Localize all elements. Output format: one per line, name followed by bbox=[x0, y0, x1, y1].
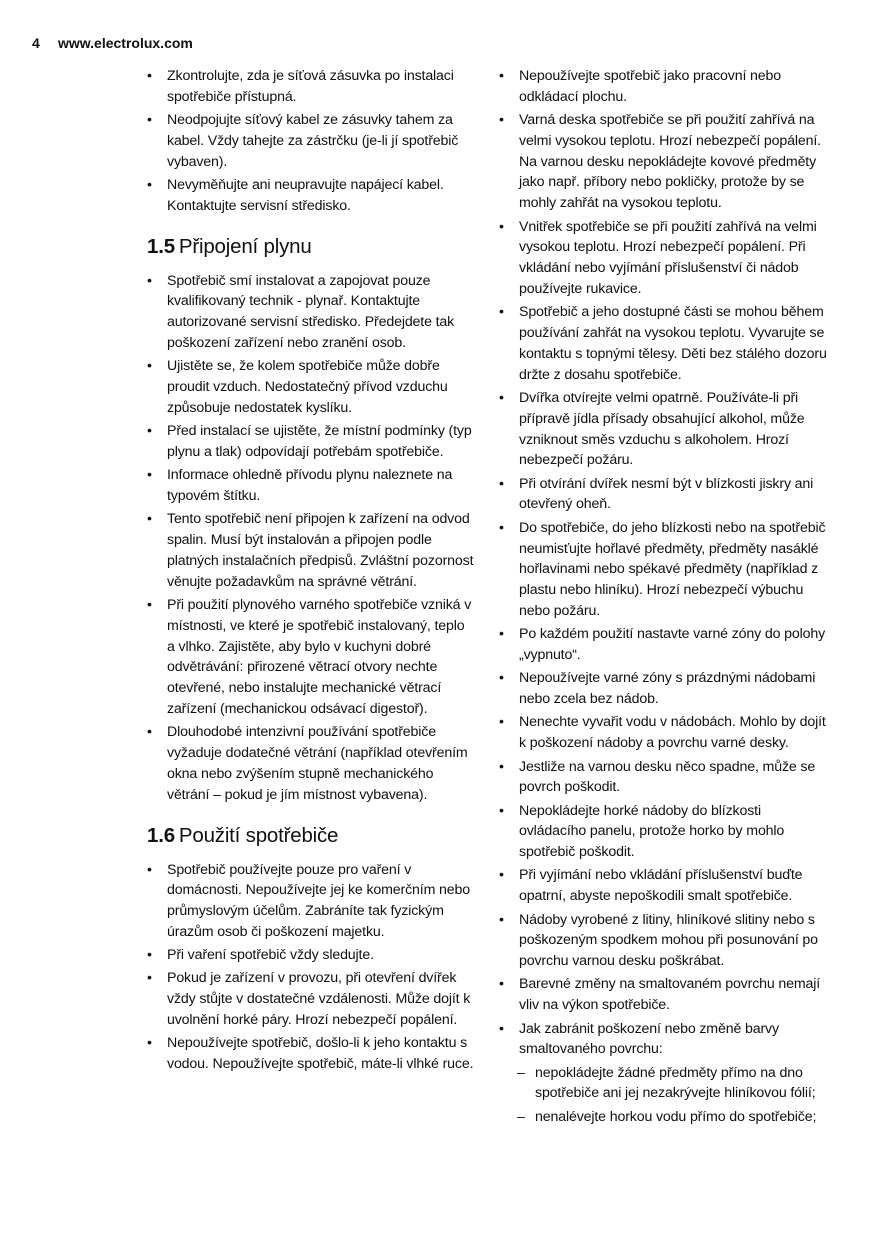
list-item: • Při otvírání dvířek nesmí být v blízkosti jiskry ani otevřený oheň. bbox=[497, 474, 827, 516]
intro-list bbox=[145, 66, 475, 217]
list-item: • Pokud je zařízení v provozu, při otevření dvířek vždy stůjte v dostatečné vzdálenosti. Může dojít k uvolnění horké páry. Hrozí nebezpečí popálení. bbox=[145, 968, 475, 1030]
list-item: • Tento spotřebič není připojen k zařízení na odvod spalin. Musí být instalován a připojen podle platných instalačních předpisů. Zvláštní pozornost věnujte požadavkům na správné větrání. bbox=[145, 509, 475, 592]
list-item: • Do spotřebiče, do jeho blízkosti nebo na spotřebič neumisťujte hořlavé předměty, předměty nasáklé hořlavinami nebo spékavé předměty (například z plastu nebo hliníku). Hrozí nebezpečí výbuchu nebo požáru. bbox=[497, 518, 827, 622]
list-item: • Barevné změny na smaltovaném povrchu nemají vliv na výkon spotřebiče. bbox=[497, 974, 827, 1016]
list-item: • Nádoby vyrobené z litiny, hliníkové slitiny nebo s poškozeným spodkem mohou při posunování po povrchu varnou desku poškrábat. bbox=[497, 910, 827, 972]
gas-connection-list bbox=[145, 271, 475, 806]
list-item: • Vnitřek spotřebiče se při použití zahřívá na velmi vysokou teplotu. Hrozí nebezpečí popálení. Při vkládání nebo vyjímání příslušenství či nádob používejte rukavice. bbox=[497, 217, 827, 300]
list-item: • Spotřebič smí instalovat a zapojovat pouze kvalifikovaný technik - plynař. Kontaktujte autorizované servisní středisko. Předejdete tak poškození zařízení nebo zranění osob. bbox=[145, 271, 475, 354]
section-number: 1.5 bbox=[147, 234, 175, 258]
section-title: Použití spotřebiče bbox=[178, 823, 339, 847]
list-item: • Po každém použití nastavte varné zóny do polohy „vypnuto“. bbox=[497, 624, 827, 666]
list-item: • Zkontrolujte, zda je síťová zásuvka po instalaci spotřebiče přístupná. bbox=[145, 66, 475, 108]
list-item: • Jestliže na varnou desku něco spadne, může se povrch poškodit. bbox=[497, 757, 827, 799]
list-item: • Při vaření spotřebič vždy sledujte. bbox=[145, 945, 475, 966]
appliance-use-list bbox=[145, 860, 475, 1075]
list-item: • Neodpojujte síťový kabel ze zásuvky tahem za kabel. Vždy tahejte za zástrčku (je-li jí spotřebič vybaven). bbox=[145, 110, 475, 172]
sub-list-item: – nenalévejte horkou vodu přímo do spotřebiče; bbox=[497, 1107, 827, 1128]
left-column bbox=[145, 66, 475, 1077]
list-item: • Nenechte vyvařit vodu v nádobách. Mohlo by dojít k poškození nádoby a povrchu varné desky. bbox=[497, 712, 827, 754]
right-column bbox=[497, 66, 827, 1130]
list-item: • Informace ohledně přívodu plynu naleznete na typovém štítku. bbox=[145, 465, 475, 507]
section-number: 1.6 bbox=[147, 823, 175, 847]
list-item: • Nevyměňujte ani neupravujte napájecí kabel. Kontaktujte servisní středisko. bbox=[145, 175, 475, 217]
sub-list-item: – nepokládejte žádné předměty přímo na dno spotřebiče ani jej nezakrývejte hliníkovou fólií; bbox=[497, 1063, 827, 1105]
list-item: • Při použití plynového varného spotřebiče vzniká v místnosti, ve které je spotřebič instalovaný, teplo a vlhko. Zajistěte, aby bylo v kuchyni dobré odvětrávání: přirozené větrací otvory nechte otevřené, nebo instalujte mechanické větrací zařízení (mechanickou odsávací digestoř). bbox=[145, 595, 475, 720]
list-item: • Nepokládejte horké nádoby do blízkosti ovládacího panelu, protože horko by mohlo spotřebič poškodit. bbox=[497, 801, 827, 863]
site-url: www.electrolux.com bbox=[58, 35, 193, 51]
list-item: • Jak zabránit poškození nebo změně barvy smaltovaného povrchu: bbox=[497, 1019, 827, 1061]
list-item: • Nepoužívejte spotřebič jako pracovní nebo odkládací plochu. bbox=[497, 66, 827, 108]
section-heading-1-6 bbox=[147, 824, 475, 848]
list-item: • Varná deska spotřebiče se při použití zahřívá na velmi vysokou teplotu. Hrozí nebezpečí popálení. Na varnou desku nepokládejte kovové předměty jako např. příbory nebo pokličky, protože by se mohly zahřát na vysokou teplotu. bbox=[497, 110, 827, 214]
section-title: Připojení plynu bbox=[178, 234, 312, 258]
page-number: 4 bbox=[32, 35, 40, 51]
list-item: • Při vyjímání nebo vkládání příslušenství buďte opatrní, abyste nepoškodili smalt spotřebiče. bbox=[497, 865, 827, 907]
list-item: • Před instalací se ujistěte, že místní podmínky (typ plynu a tlak) odpovídají potřebám spotřebiče. bbox=[145, 421, 475, 463]
section-heading-1-5 bbox=[147, 235, 475, 259]
list-item: • Nepoužívejte spotřebič, došlo-li k jeho kontaktu s vodou. Nepoužívejte spotřebič, máte-li vlhké ruce. bbox=[145, 1033, 475, 1075]
list-item: • Nepoužívejte varné zóny s prázdnými nádobami nebo zcela bez nádob. bbox=[497, 668, 827, 710]
page-header bbox=[32, 35, 193, 51]
list-item: • Ujistěte se, že kolem spotřebiče může dobře proudit vzduch. Nedostatečný přívod vzduchu způsobuje nedostatek kyslíku. bbox=[145, 356, 475, 418]
list-item: • Spotřebič používejte pouze pro vaření v domácnosti. Nepoužívejte jej ke komerčním nebo průmyslovým účelům. Zabráníte tak fyzickým úrazům osob či poškození majetku. bbox=[145, 860, 475, 943]
list-item: • Dvířka otvírejte velmi opatrně. Používáte-li při přípravě jídla přísady obsahující alkohol, může vzniknout směs vzduchu s alkoholem. Hrozí nebezpečí požáru. bbox=[497, 388, 827, 471]
list-item: • Dlouhodobé intenzivní používání spotřebiče vyžaduje dodatečné větrání (například otevřením okna nebo zvýšením stupně mechanického větrání – pokud je jím místnost vybavena). bbox=[145, 722, 475, 805]
list-item: • Spotřebič a jeho dostupné části se mohou během používání zahřát na vysokou teplotu. Vyvarujte se kontaktu s topnými tělesy. Děti bez stálého dozoru držte z dosahu spotřebiče. bbox=[497, 302, 827, 385]
appliance-use-list-continued bbox=[497, 66, 827, 1128]
